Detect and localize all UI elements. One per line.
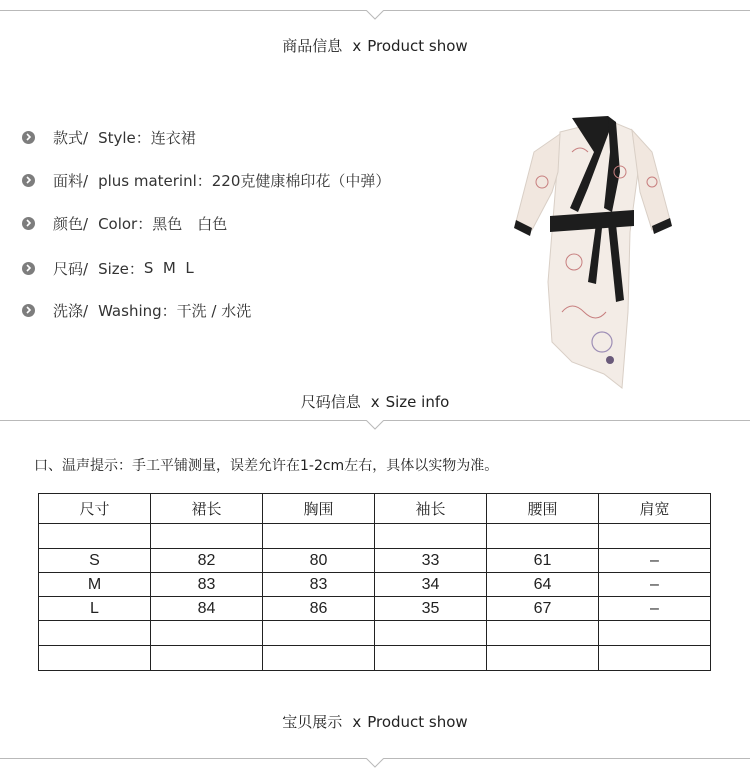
- spec-label-cn: 面料/: [53, 171, 89, 190]
- table-row-empty: [39, 646, 711, 671]
- header-waist: 腰围: [487, 494, 599, 524]
- spec-size: [22, 257, 194, 279]
- cell-waist: 67: [487, 597, 599, 621]
- spec-value: S M L: [143, 259, 194, 277]
- product-dress-image: [512, 112, 672, 394]
- section-title-separator: x: [370, 393, 380, 411]
- spec-washing: [22, 299, 251, 321]
- top-divider-notch: [366, 10, 384, 20]
- cell-sleeve: 35: [375, 597, 487, 621]
- cell-bust: 83: [263, 573, 375, 597]
- section-title-product: [0, 35, 750, 56]
- spec-value: 220克健康棉印花（中弹）: [211, 171, 391, 190]
- spec-value: 黑色 白色: [152, 214, 228, 233]
- section-title-en: Size info: [385, 393, 450, 411]
- size-table: [38, 493, 711, 671]
- measurement-tip: 口、温声提示：手工平铺测量，误差允许在1-2cm左右，具体以实物为准。: [34, 458, 499, 474]
- table-row-empty: [39, 621, 711, 646]
- spec-color: [22, 212, 227, 234]
- spec-label-cn: 颜色/: [53, 214, 89, 233]
- spec-value: 连衣裙: [150, 128, 196, 147]
- chevron-right-icon: [22, 262, 35, 275]
- spec-material: [22, 169, 390, 191]
- spec-value: 干洗 / 水洗: [176, 301, 252, 320]
- chevron-right-icon: [22, 304, 35, 317]
- table-row: [39, 597, 711, 621]
- header-size: 尺寸: [39, 494, 151, 524]
- section-title-showcase: [0, 711, 750, 732]
- spec-label-cn: 款式/: [53, 128, 89, 147]
- spec-label-en: Color：: [98, 214, 153, 233]
- spec-label-cn: 尺码/: [53, 259, 89, 278]
- bottom-divider-notch: [366, 758, 384, 768]
- cell-waist: 61: [487, 549, 599, 573]
- spec-style: [22, 126, 196, 148]
- section-title-separator: x: [352, 37, 362, 55]
- section-title-size: [0, 391, 750, 412]
- cell-sleeve: 33: [375, 549, 487, 573]
- chevron-right-icon: [22, 174, 35, 187]
- section-title-en: Product show: [367, 37, 468, 55]
- cell-sleeve: 34: [375, 573, 487, 597]
- header-length: 裙长: [151, 494, 263, 524]
- spec-label-cn: 洗涤/: [53, 301, 89, 320]
- table-row: [39, 549, 711, 573]
- cell-length: 83: [151, 573, 263, 597]
- section-title-separator: x: [352, 713, 362, 731]
- cell-shoulder: –: [599, 549, 711, 573]
- cell-size: L: [39, 597, 151, 621]
- table-header-row: [39, 494, 711, 524]
- cell-size: M: [39, 573, 151, 597]
- chevron-right-icon: [22, 217, 35, 230]
- cell-size: S: [39, 549, 151, 573]
- cell-bust: 80: [263, 549, 375, 573]
- cell-shoulder: –: [599, 597, 711, 621]
- header-shoulder: 肩宽: [599, 494, 711, 524]
- header-sleeve: 袖长: [375, 494, 487, 524]
- cell-length: 84: [151, 597, 263, 621]
- spec-label-en: plus materinl：: [98, 171, 212, 190]
- section-title-cn: 宝贝展示: [282, 713, 343, 731]
- cell-shoulder: –: [599, 573, 711, 597]
- table-row: [39, 573, 711, 597]
- cell-bust: 86: [263, 597, 375, 621]
- cell-waist: 64: [487, 573, 599, 597]
- spec-label-en: Size：: [98, 259, 144, 278]
- chevron-right-icon: [22, 131, 35, 144]
- section-title-en: Product show: [367, 713, 468, 731]
- cell-length: 82: [151, 549, 263, 573]
- size-divider-notch: [366, 420, 384, 430]
- spec-label-en: Style：: [98, 128, 151, 147]
- table-row-empty: [39, 524, 711, 549]
- spec-label-en: Washing：: [98, 301, 177, 320]
- section-title-cn: 尺码信息: [300, 393, 361, 411]
- section-title-cn: 商品信息: [282, 37, 343, 55]
- header-bust: 胸围: [263, 494, 375, 524]
